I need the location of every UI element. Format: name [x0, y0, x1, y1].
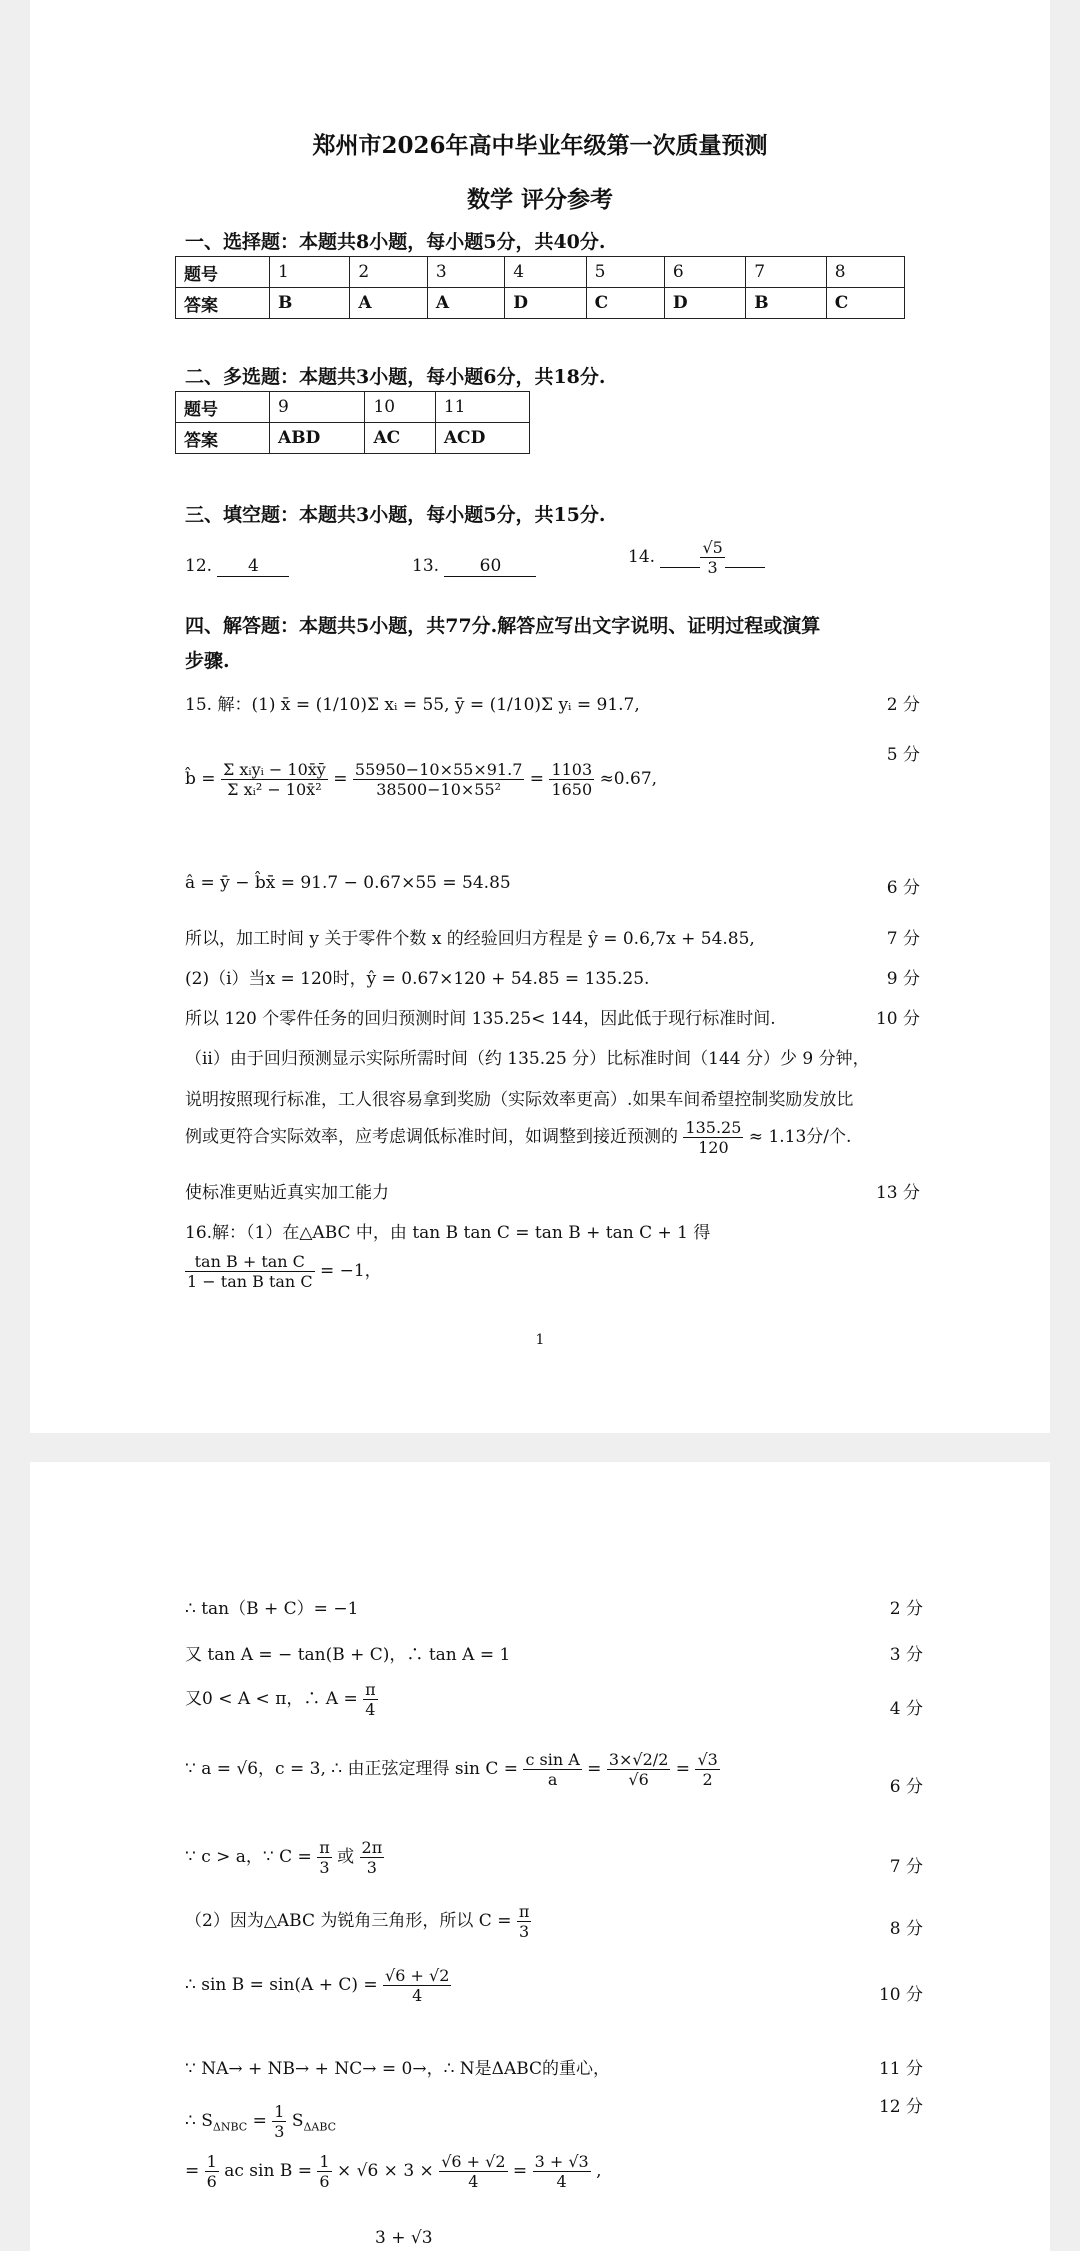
- formula-tail: ≈0.67,: [599, 769, 658, 789]
- q15-text: (2)（i）当x = 120时，ŷ = 0.67×120 + 54.85 = 135.25.: [185, 969, 650, 989]
- table-row: [176, 392, 530, 423]
- fraction-numerator: √5: [702, 538, 723, 557]
- subscript: ΔABC: [303, 2120, 337, 2134]
- subscript: ΔNBC: [212, 2120, 248, 2134]
- table-cell: 5: [586, 257, 664, 288]
- fraction-denominator: 3: [519, 1922, 530, 1941]
- page-number: 1: [535, 1332, 545, 1348]
- table-cell: B: [746, 288, 826, 319]
- table-cell: C: [826, 288, 904, 319]
- q16-fraction-line: [185, 1252, 382, 1291]
- section4-heading-cont: 步骤.: [185, 650, 230, 672]
- fraction-denominator: 120: [698, 1138, 729, 1157]
- blank-answer-fraction: [700, 538, 724, 577]
- score-points: 10 分: [878, 1985, 923, 2005]
- q15-line-7: （ii）由于回归预测显示实际所需时间（约 135.25 分）比标准时间（144 分）少 9 分钟，: [185, 1049, 870, 1069]
- q15-line-8: 说明按照现行标准，工人很容易拿到奖励（实际效率更高）.如果车间希望控制奖励发放比: [185, 1090, 854, 1110]
- fraction-numerator: 3 + √3: [534, 2152, 589, 2171]
- table-row: [176, 257, 905, 288]
- blank-label: 14.: [628, 547, 656, 567]
- score-points: 4 分: [889, 1699, 923, 1719]
- fraction: [317, 1838, 332, 1877]
- score-points: 6 分: [886, 878, 920, 898]
- p2-text: ∴ sin B = sin(A + C) =: [185, 1975, 378, 1995]
- fraction: [221, 760, 328, 799]
- score-points: 8 分: [889, 1919, 923, 1939]
- p2-text: ∵ NA→ + NB→ + NC→ = 0→，∴ N是ΔABC的重心，: [185, 2059, 611, 2079]
- score-points: 2 分: [886, 695, 920, 715]
- fraction: [523, 1750, 581, 1789]
- score-points: 11 分: [878, 2059, 923, 2079]
- score-points: 2 分: [889, 1599, 923, 1619]
- table-cell: 3: [427, 257, 504, 288]
- table-cell: 题号: [176, 257, 270, 288]
- section4-heading: 四、解答题：本题共5小题，共77分.解答应写出文字说明、证明过程或演算: [185, 615, 821, 637]
- p2-line-3: [185, 1680, 923, 1730]
- formula-tail: = −1，: [319, 1261, 382, 1281]
- fraction-denominator: 3: [319, 1858, 330, 1877]
- table-cell: 2: [350, 257, 427, 288]
- blank-underline-right: [725, 547, 765, 568]
- q15-text: 15. 解：(1) x̄ = (1/10)Σ xᵢ = 55, ȳ = (1/10)Σ yᵢ = 91.7,: [185, 695, 640, 715]
- fraction-numerator: 3×√2/2: [608, 1750, 669, 1769]
- q15-line-5: [185, 964, 920, 989]
- blank-label: 13.: [412, 556, 440, 576]
- q16-line-1: 16.解：（1）在△ABC 中，由 tan B tan C = tan B + tan C + 1 得: [185, 1223, 711, 1243]
- fraction-numerator: tan B + tan C: [185, 1252, 315, 1272]
- fraction-numerator: π: [319, 1838, 330, 1857]
- score-points: 3 分: [889, 1645, 923, 1665]
- fraction: [185, 1252, 315, 1291]
- fraction-numerator: 1: [274, 2102, 285, 2121]
- table-cell: A: [350, 288, 427, 319]
- fraction-denominator: 1650: [551, 780, 593, 799]
- fraction: [383, 1966, 451, 2005]
- fraction-numerator: 2π: [361, 1838, 383, 1857]
- section1-heading: 一、选择题：本题共8小题，每小题5分，共40分.: [185, 231, 606, 253]
- score-points: 5 分: [886, 745, 920, 765]
- fraction: [533, 2152, 591, 2191]
- fraction-denominator: 4: [556, 2172, 567, 2191]
- table-cell: A: [427, 288, 504, 319]
- p2-text: ac sin B =: [224, 2161, 312, 2181]
- fraction-numerator: 1103: [551, 760, 593, 779]
- fraction: [439, 2152, 507, 2191]
- table-cell: 9: [270, 392, 365, 423]
- table-cell: ABD: [270, 423, 365, 454]
- fraction: [695, 1750, 719, 1789]
- q15-line-1: [185, 690, 920, 715]
- score-points: 7 分: [886, 929, 920, 949]
- fraction-denominator: a: [547, 1770, 558, 1789]
- q15-text: 所以 120 个零件任务的回归预测时间 135.25< 144，因此低于现行标准时间.: [185, 1009, 776, 1029]
- table-cell: D: [505, 288, 586, 319]
- fraction-denominator: √6: [628, 1770, 649, 1789]
- p2-text: 又0 < A < π，∴ A =: [185, 1689, 358, 1709]
- table-cell: 答案: [176, 288, 270, 319]
- fraction-numerator: π: [518, 1902, 530, 1921]
- fraction-numerator: 135.25: [685, 1118, 742, 1137]
- q15-line-4: [185, 924, 920, 949]
- table-cell: 题号: [176, 392, 270, 423]
- q15-line-6: [185, 1004, 920, 1029]
- page-title: 郑州市2026年高中毕业年级第一次质量预测: [312, 132, 768, 159]
- p2-line-4: ∵ a = √6，c = 3, ∴ 由正弦定理得 sin C = $\frac{\text{c sin A}}{a}$ = $\frac{3\times√2/2}{√6}$ = $\frac{√3}{2}$ 6 分: [185, 1750, 923, 1797]
- fraction-denominator: 6: [206, 2172, 217, 2191]
- fraction-denominator: 4: [412, 1986, 423, 2005]
- q15-line-9: [185, 1118, 851, 1157]
- blank-underline-left: [660, 547, 700, 568]
- p2-line-1: [185, 1594, 923, 1619]
- blank-label: 12.: [185, 556, 213, 576]
- table-cell: 答案: [176, 423, 270, 454]
- fraction-numerator: √3: [697, 1750, 718, 1769]
- fraction: [549, 760, 594, 799]
- fraction-denominator: 3: [274, 2122, 285, 2141]
- table-cell: 8: [826, 257, 904, 288]
- fraction: [360, 1838, 385, 1877]
- fraction-denominator: 4: [365, 1700, 376, 1719]
- fraction: [517, 1902, 532, 1941]
- document-page-1: [30, 0, 1050, 1433]
- fraction-denominator: 2: [702, 1770, 713, 1789]
- fraction-denominator: 3: [366, 1858, 377, 1877]
- score-points: 9 分: [886, 969, 920, 989]
- score-points: 10 分: [875, 1009, 920, 1029]
- table-row: [176, 423, 530, 454]
- table-cell: D: [664, 288, 745, 319]
- p2-text: =: [252, 2111, 267, 2131]
- p2-text: S: [291, 2111, 304, 2131]
- fraction-numerator: 1: [319, 2152, 330, 2171]
- p2-line-11: = $\frac{1}{6}$ ac sin B = $\frac{1}{6}$ × √6 × 3 × $\frac{√6 + √2}{4}$ = $\frac{3 + √3}{4}$ ,: [185, 2152, 602, 2191]
- section2-heading: 二、多选题：本题共3小题，每小题6分，共18分.: [185, 366, 606, 388]
- table-cell: 10: [365, 392, 435, 423]
- p2-text: ∵ a = √6，c = 3, ∴ 由正弦定理得 sin C =: [185, 1759, 519, 1779]
- fraction-numerator: Σ xᵢyᵢ − 10x̄ȳ: [222, 760, 326, 779]
- fraction-numerator: 1: [206, 2152, 217, 2171]
- p2-text: ∴ tan（B + C）= −1: [185, 1599, 359, 1619]
- score-points: 7 分: [889, 1857, 923, 1877]
- score-points: 6 分: [889, 1777, 923, 1797]
- p2-line-6: [185, 1902, 923, 1952]
- p2-line-12-partial: 3 + √3: [375, 2228, 433, 2248]
- fraction: [353, 760, 524, 799]
- page-subtitle: 数学 评分参考: [466, 186, 613, 213]
- blank-14: [628, 538, 765, 577]
- p2-text: 又 tan A = − tan(B + C)，∴ tan A = 1: [185, 1645, 511, 1665]
- fraction: [317, 2152, 331, 2191]
- choice-answer-table: [175, 256, 905, 319]
- q15-text: 所以，加工时间 y 关于零件个数 x 的经验回归方程是 ŷ = 0.6,7x + 54.85,: [185, 929, 755, 949]
- blank-13: [412, 556, 536, 577]
- multi-answer-table: [175, 391, 530, 454]
- score-points: 12 分: [878, 2097, 923, 2117]
- p2-text: × √6 × 3 ×: [336, 2161, 434, 2181]
- fraction-numerator: 55950−10×55×91.7: [354, 760, 523, 779]
- fraction-numerator: π: [365, 1680, 376, 1699]
- q15-text: ≈ 1.13分/个.: [748, 1127, 852, 1147]
- q15-text: 使标准更贴近真实加工能力: [185, 1183, 389, 1203]
- q15-line-3: [185, 873, 920, 898]
- table-cell: AC: [365, 423, 435, 454]
- q15-line-10: [185, 1178, 920, 1203]
- fraction-denominator: 1 − tan B tan C: [187, 1272, 313, 1291]
- p2-text: ∴ S: [185, 2111, 213, 2131]
- p2-line-8: [185, 2054, 923, 2079]
- table-cell: C: [586, 288, 664, 319]
- fraction-numerator: √6 + √2: [441, 2152, 506, 2171]
- fraction: [363, 1680, 378, 1719]
- table-cell: 4: [505, 257, 586, 288]
- table-cell: 7: [746, 257, 826, 288]
- document-page-2: [30, 1462, 1050, 2251]
- fraction-denominator: 4: [468, 2172, 479, 2191]
- fraction: [272, 2102, 286, 2141]
- fraction-numerator: c sin A: [525, 1750, 580, 1769]
- q15-text: â = ȳ − b̂x̄ = 91.7 − 0.67×55 = 54.85: [185, 873, 511, 893]
- table-row: [176, 288, 905, 319]
- fraction-denominator: 38500−10×55²: [376, 780, 502, 799]
- p2-line-2: [185, 1640, 923, 1665]
- section3-heading: 三、填空题：本题共3小题，每小题5分，共15分.: [185, 504, 606, 526]
- p2-line-10: [185, 2102, 336, 2141]
- q15-text: 例或更符合实际效率，应考虑调低标准时间，如调整到接近预测的: [185, 1127, 678, 1147]
- blank-12: [185, 556, 289, 577]
- table-cell: ACD: [435, 423, 529, 454]
- p2-line-7: [185, 1966, 923, 2016]
- p2-text: 或: [337, 1847, 355, 1867]
- fraction: [683, 1118, 743, 1157]
- table-cell: 11: [435, 392, 529, 423]
- fraction-denominator: 3: [707, 558, 718, 577]
- p2-text: ∵ c > a，∵ C =: [185, 1847, 312, 1867]
- fraction: [205, 2152, 219, 2191]
- fraction-denominator: 6: [319, 2172, 330, 2191]
- table-cell: B: [270, 288, 350, 319]
- fraction-numerator: √6 + √2: [385, 1966, 450, 1985]
- blank-answer: 60: [444, 556, 536, 577]
- table-cell: 1: [270, 257, 350, 288]
- score-points: 13 分: [875, 1183, 920, 1203]
- formula-lhs: b̂ =: [185, 769, 216, 789]
- fraction: [607, 1750, 671, 1789]
- blank-answer: 4: [217, 556, 289, 577]
- table-cell: 6: [664, 257, 745, 288]
- q15-b-hat-formula: b̂ = $\frac{\text{Σ xᵢyᵢ − 10x̄ȳ}}{\text{Σ xᵢ² − 10x̄²}}$ = $\frac{55950-10\times 55\times 91.7}{\text{38500−10×55²}}$ = $\frac{1103}{1650}$ ≈0.67,: [185, 760, 658, 799]
- fraction-denominator: Σ xᵢ² − 10x̄²: [227, 780, 322, 799]
- p2-text: （2）因为△ABC 为锐角三角形，所以 C =: [185, 1911, 512, 1931]
- p2-line-5: [185, 1838, 923, 1888]
